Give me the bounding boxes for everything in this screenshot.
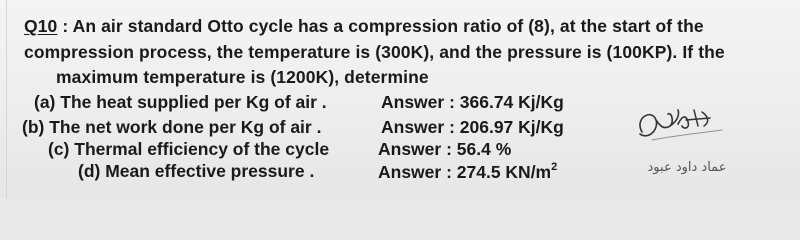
question-line-2: compression process, the temperature is (300K), and the pressure is (100KP). If the: [24, 42, 725, 62]
question-line-3: maximum temperature is (1200K), determine: [56, 67, 429, 87]
part-d-answer-superscript: 2: [551, 161, 558, 173]
part-d-answer: [378, 161, 557, 183]
question-line-1: [24, 16, 704, 37]
part-b-label: (b) The net work done per Kg of air .: [22, 117, 322, 137]
question-number: Q10: [24, 16, 58, 36]
signature-icon: [612, 96, 762, 166]
part-b-answer: Answer : 206.97 Kj/Kg: [381, 117, 564, 137]
page-margin-line: [6, 0, 7, 199]
part-c-answer: Answer : 56.4 %: [378, 139, 512, 159]
part-c-label: (c) Thermal efficiency of the cycle: [48, 139, 330, 159]
question-line-1-text: : An air standard Otto cycle has a compression ratio of (8), at the start of the: [57, 16, 704, 36]
part-d-label: (d) Mean effective pressure .: [78, 161, 315, 181]
part-a-answer: Answer : 366.74 Kj/Kg: [381, 92, 564, 112]
part-d-answer-text: Answer : 274.5 KN/m: [378, 162, 552, 182]
signature-name: عماد داود عبود: [647, 160, 727, 175]
part-a-label: (a) The heat supplied per Kg of air .: [34, 92, 327, 112]
